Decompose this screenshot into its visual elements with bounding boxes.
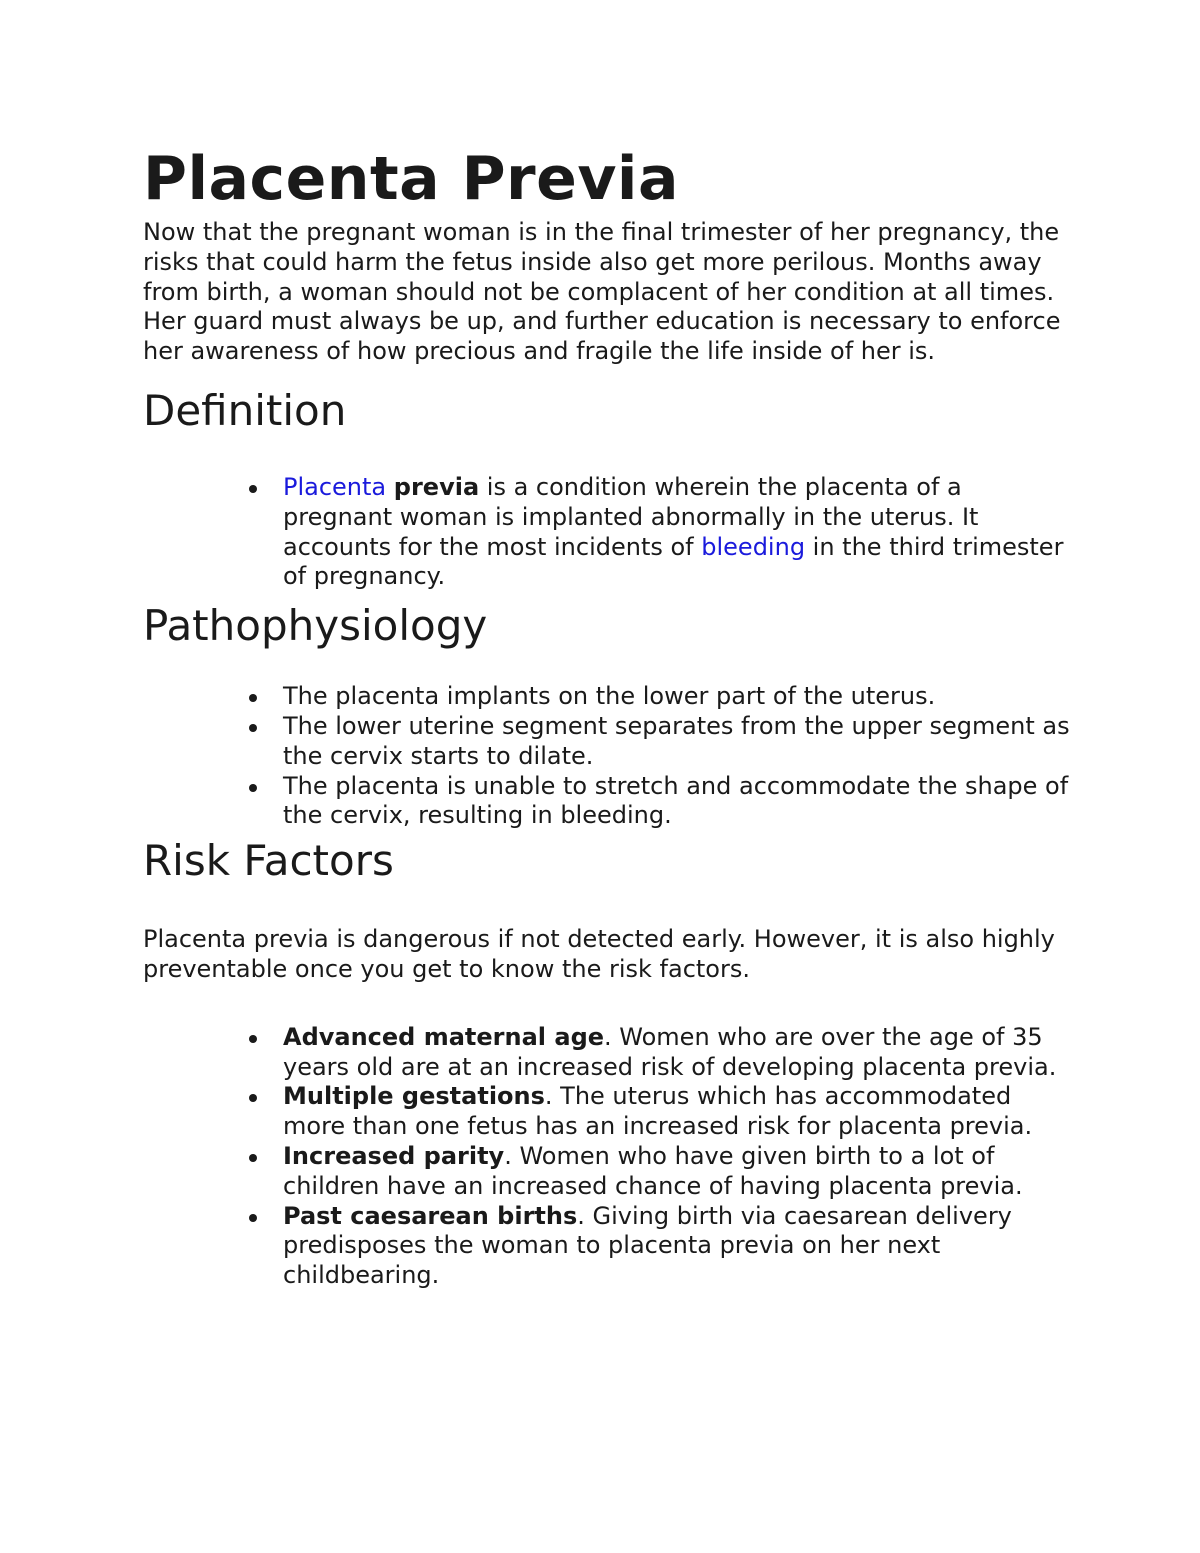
risk-text: . Giving birth via caesarean delivery predisposes the woman to placenta previa on her next childbearing. [283,1201,1012,1290]
list-item: The placenta is unable to stretch and accommodate the shape of the cervix, resulting in bleeding. [283,772,1073,832]
definition-text-1: is a condition wherein the placenta of a pregnant woman is implanted abnormally in the uterus. It accounts for the most incidents of [283,472,979,561]
list-item [283,1142,1073,1202]
definition-heading: Definition [143,385,347,435]
definition-list [143,473,1073,592]
bleeding-link[interactable]: bleeding [701,532,806,561]
intro-paragraph: Now that the pregnant woman is in the final trimester of her pregnancy, the risks that could harm the fetus inside also get more perilous. Months away from birth, a woman should not be complacent of her condition at all times. Her guard must always be up, and further education is necessary to enforce her awareness of how precious and fragile the life inside of her is. [143,218,1061,366]
list-item: The lower uterine segment separates from the upper segment as the cervix starts to dilate. [283,712,1073,772]
previa-bold: previa [393,472,480,501]
definition-text-2: in the third trimester of pregnancy. [283,532,1064,591]
risk-factors-intro: Placenta previa is dangerous if not detected early. However, it is also highly preventable once you get to know the risk factors. [143,925,1055,983]
risk-text: . Women who have given birth to a lot of children have an increased chance of having placenta previa. [283,1141,1023,1200]
document-page [143,140,1073,1291]
list-item [283,1202,1073,1291]
risk-term: Multiple gestations [283,1082,545,1111]
pathophysiology-list [143,682,1073,831]
risk-term: Past caesarean births [283,1201,578,1230]
risk-text: . Women who are over the age of 35 years old are at an increased risk of developing placenta previa. [283,1022,1057,1081]
risk-factors-list [143,1023,1073,1291]
risk-term: Increased parity [283,1141,505,1170]
page-title: Placenta Previa [143,144,679,214]
list-item [283,1023,1073,1083]
risk-factors-heading: Risk Factors [143,836,394,886]
list-item: The placenta implants on the lower part of the uterus. [283,682,1073,712]
list-item [283,1082,1073,1142]
pathophysiology-heading: Pathophysiology [143,601,488,651]
placenta-link[interactable]: Placenta [283,472,387,501]
risk-text: . The uterus which has accommodated more than one fetus has an increased risk for placenta previa. [283,1082,1033,1141]
risk-term: Advanced maternal age [283,1022,605,1051]
list-item [283,473,1073,592]
